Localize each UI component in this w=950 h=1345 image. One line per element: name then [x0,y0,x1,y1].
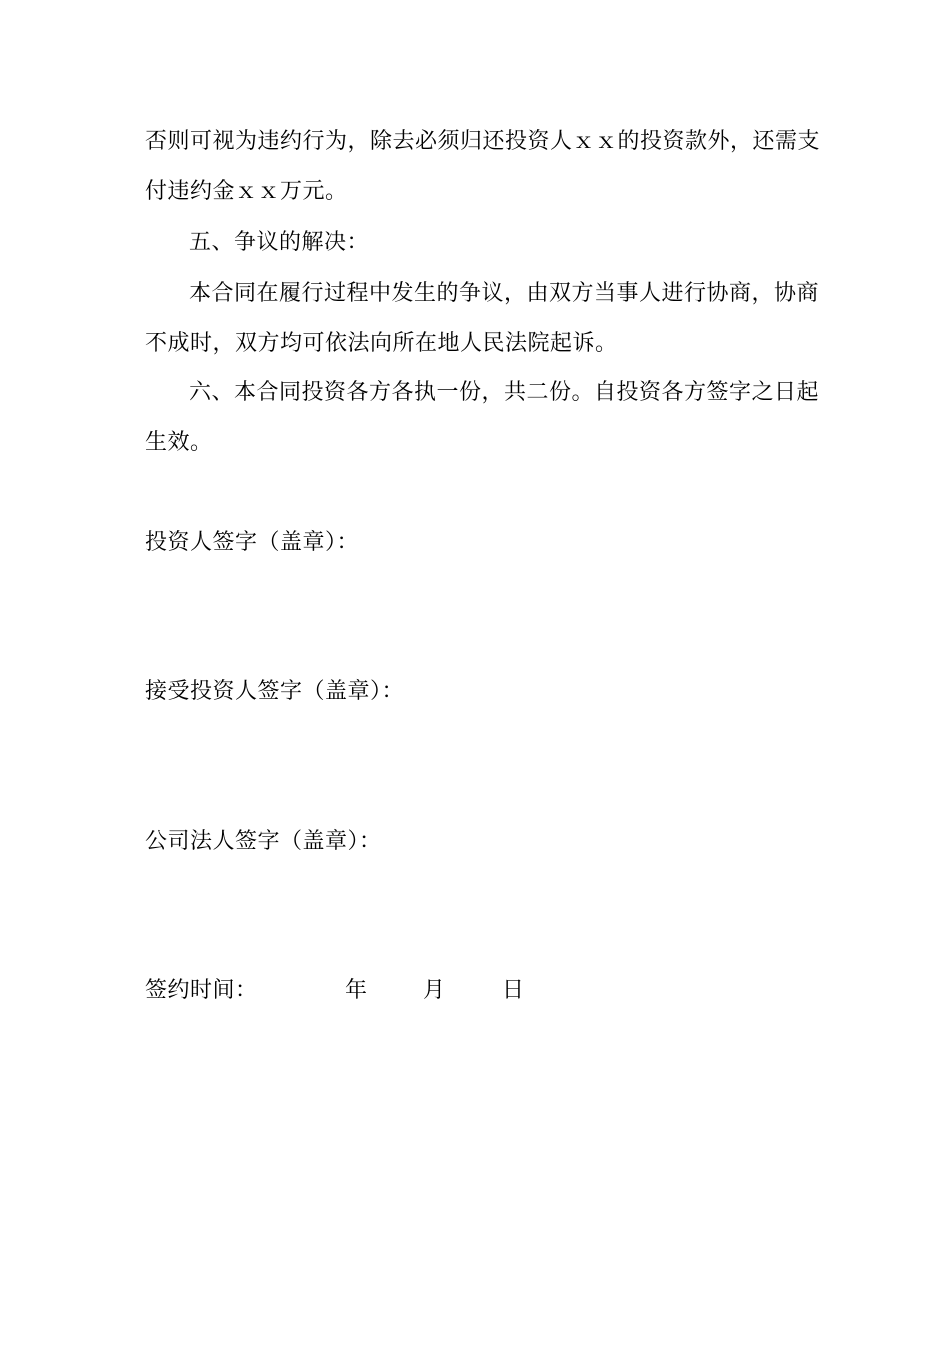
sign-date-year: 年 [345,978,368,1003]
sign-date-day: 日 [502,978,525,1003]
paragraph-dispute-line-2: 不成时，双方均可依法向所在地人民法院起诉。 [145,331,618,356]
paragraph-breach-line-2: 付违约金ｘｘ万元。 [145,179,348,204]
section-dispute-heading: 五、争议的解决： [189,230,370,255]
investor-signature-label: 投资人签字（盖章）： [145,530,360,555]
paragraph-dispute-line-1: 本合同在履行过程中发生的争议，由双方当事人进行协商，协商 [189,281,820,306]
paragraph-breach-line-1: 否则可视为违约行为，除去必须归还投资人ｘｘ的投资款外，还需支 [145,129,821,154]
legal-rep-signature-label: 公司法人签字（盖章）： [145,829,382,854]
sign-date-label: 签约时间： [145,978,258,1003]
paragraph-copies-line-2: 生效。 [145,430,213,455]
recipient-signature-label: 接受投资人签字（盖章）： [145,679,405,704]
paragraph-copies-line-1: 六、本合同投资各方各执一份，共二份。自投资各方签字之日起 [189,380,820,405]
sign-date-month: 月 [423,978,446,1003]
